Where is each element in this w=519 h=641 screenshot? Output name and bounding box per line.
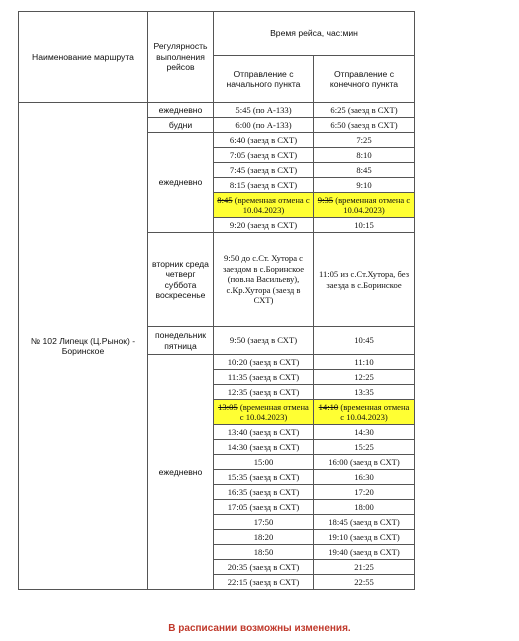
cancelled-time: 8:45: [217, 194, 233, 205]
end-time-cell: 18:45 (заезд в СХТ): [314, 515, 415, 530]
end-time-cell: 6:50 (заезд в СХТ): [314, 118, 415, 133]
start-time-cell: 9:50 (заезд в СХТ): [214, 327, 314, 355]
end-time-cell: 9:10: [314, 178, 415, 193]
start-time-cell: 9:20 (заезд в СХТ): [214, 218, 314, 233]
end-time-cell: 16:30: [314, 470, 415, 485]
start-time-cell: 13:40 (заезд в СХТ): [214, 425, 314, 440]
group-daily: ежедневно: [148, 103, 214, 118]
end-time-cell: 10:45: [314, 327, 415, 355]
cancelled-end-cell: [314, 193, 415, 218]
group-daily: ежедневно: [148, 133, 214, 233]
header-route-name: Наименование маршрута: [19, 12, 148, 103]
start-time-cell: 12:35 (заезд в СХТ): [214, 385, 314, 400]
route-name: № 102 Липецк (Ц.Рынок) - Боринское: [19, 103, 148, 590]
end-time-cell: 6:25 (заезд в СХТ): [314, 103, 415, 118]
end-time-cell: 17:20: [314, 485, 415, 500]
start-time-cell: 17:50: [214, 515, 314, 530]
cancel-note: (временная отмена с 10.04.2023): [239, 401, 309, 422]
end-time-cell: 21:25: [314, 560, 415, 575]
start-time-cell: 7:05 (заезд в СХТ): [214, 148, 314, 163]
start-time-cell: 15:35 (заезд в СХТ): [214, 470, 314, 485]
start-time-cell: 7:45 (заезд в СХТ): [214, 163, 314, 178]
cancelled-end-cell: [314, 400, 415, 425]
end-time-cell: 11:10: [314, 355, 415, 370]
group-weekdays: будни: [148, 118, 214, 133]
end-time-cell: 19:40 (заезд в СХТ): [314, 545, 415, 560]
end-time-cell: 8:45: [314, 163, 415, 178]
cancel-note: (временная отмена с 10.04.2023): [340, 401, 410, 422]
start-time-cell: 11:35 (заезд в СХТ): [214, 370, 314, 385]
header-time: Время рейса, час:мин: [214, 12, 415, 56]
start-time-cell: 17:05 (заезд в СХТ): [214, 500, 314, 515]
end-time-cell: 22:55: [314, 575, 415, 590]
schedule-table: [18, 11, 415, 590]
start-time-cell: 5:45 (по А-133): [214, 103, 314, 118]
end-time-cell: 12:25: [314, 370, 415, 385]
group-monday-friday: понедельник пятница: [148, 327, 214, 355]
cancelled-time: 13:05: [218, 401, 238, 412]
end-time-cell: 15:25: [314, 440, 415, 455]
start-time-cell: 20:35 (заезд в СХТ): [214, 560, 314, 575]
cancel-note: (временная отмена с 10.04.2023): [335, 194, 411, 215]
start-time-cell: 22:15 (заезд в СХТ): [214, 575, 314, 590]
header-regularity: Регулярность выполнения рейсов: [148, 12, 214, 103]
cancel-note: (временная отмена с 10.04.2023): [234, 194, 310, 215]
end-time-cell: 7:25: [314, 133, 415, 148]
start-time-cell: 18:20: [214, 530, 314, 545]
start-time-cell: 6:40 (заезд в СХТ): [214, 133, 314, 148]
header-from-start: Отправление с начального пункта: [214, 56, 314, 103]
start-time-cell: 14:30 (заезд в СХТ): [214, 440, 314, 455]
cancelled-start-cell: [214, 400, 314, 425]
end-time-cell: 10:15: [314, 218, 415, 233]
end-time-cell: 19:10 (заезд в СХТ): [314, 530, 415, 545]
start-time-cell: 15:00: [214, 455, 314, 470]
start-time-cell: 8:15 (заезд в СХТ): [214, 178, 314, 193]
start-time-cell: 9:50 до с.Ст. Хутора с заездом в с.Боринское (пов.на Васильеву), с.Кр.Хутора (заезд в СХТ): [214, 233, 314, 327]
end-time-cell: 13:35: [314, 385, 415, 400]
end-time-cell: 14:30: [314, 425, 415, 440]
cancelled-time: 14:10: [318, 401, 339, 412]
group-daily: ежедневно: [148, 355, 214, 590]
cancelled-time: 9:35: [317, 194, 334, 205]
start-time-cell: 18:50: [214, 545, 314, 560]
start-time-cell: 16:35 (заезд в СХТ): [214, 485, 314, 500]
header-from-end: Отправление с конечного пункта: [314, 56, 415, 103]
group-days-list: вторник среда четверг суббота воскресенье: [148, 233, 214, 327]
cancelled-start-cell: [214, 193, 314, 218]
start-time-cell: 10:20 (заезд в СХТ): [214, 355, 314, 370]
end-time-cell: 16:00 (заезд в СХТ): [314, 455, 415, 470]
end-time-cell: 8:10: [314, 148, 415, 163]
schedule-change-note: В расписании возможны изменения.: [168, 623, 351, 634]
end-time-cell: 11:05 из с.Ст.Хутора, без заезда в с.Боринское: [314, 233, 415, 327]
start-time-cell: 6:00 (по А-133): [214, 118, 314, 133]
schedule-sheet: [18, 11, 416, 590]
end-time-cell: 18:00: [314, 500, 415, 515]
